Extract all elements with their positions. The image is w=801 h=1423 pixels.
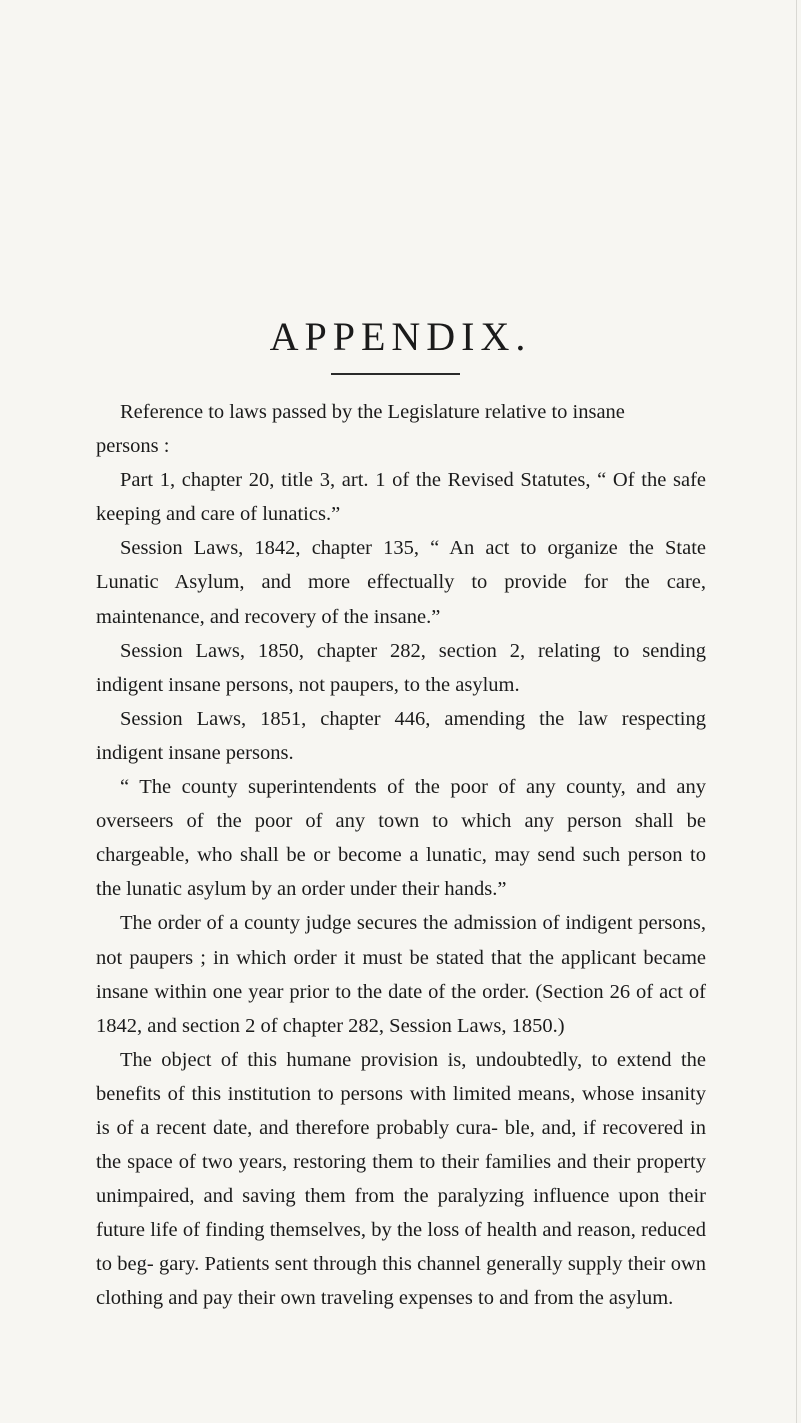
paragraph-session-laws-1842: Session Laws, 1842, chapter 135, “ An act to organize the State Lunatic Asylum, and more effectually to provide for the care, maintenance, and recovery of the insane.” [96, 537, 706, 628]
paragraph-object-of-provision: The object of this humane provision is, undoubtedly, to extend the benefits of this institution to persons with limited means, whose insanity is of a recent date, and therefore probably cura- ble, and, if recovered in the space of two years, restoring them to their families and their property unimpaired, and saving them from the paralyzing influence upon their future life of finding themselves, by the loss of health and reason, reduced to beg- gary. Patients sent through this channel generally supply their own clothing and pay their own traveling expenses to and from the asylum. [96, 1048, 706, 1310]
intro-line-1: Reference to laws passed by the Legislature relative to insane [120, 401, 625, 423]
title-divider [331, 373, 460, 375]
page-edge-line [796, 0, 797, 1423]
paragraph-session-laws-1850: Session Laws, 1850, chapter 282, section 2, relating to sending indigent insane persons, not paupers, to the asylum. [96, 639, 706, 696]
paragraph-superintendents-order: “ The county superintendents of the poor of any county, and any overseers of the poor of any town to which any person shall be chargeable, who shall be or become a lunatic, may send such person to the lunatic asylum by an order under their hands.” [96, 776, 706, 901]
paragraph-session-laws-1851: Session Laws, 1851, chapter 446, amending the law respecting indigent insane persons. [96, 707, 706, 764]
intro-line-2: persons : [96, 435, 170, 458]
paragraph-revised-statutes: Part 1, chapter 20, title 3, art. 1 of the Revised Statutes, “ Of the safe keeping and care of lunatics.” [96, 469, 706, 526]
page-title: APPENDIX. [269, 313, 532, 359]
paragraph-county-judge-order: The order of a county judge secures the admission of indigent persons, not paupers ; in which order it must be stated that the applicant became insane within one year prior to the date of the order. (Section 26 of act of 1842, and section 2 of chapter 282, Session Laws, 1850.) [96, 912, 706, 1037]
body-text [96, 395, 706, 1316]
